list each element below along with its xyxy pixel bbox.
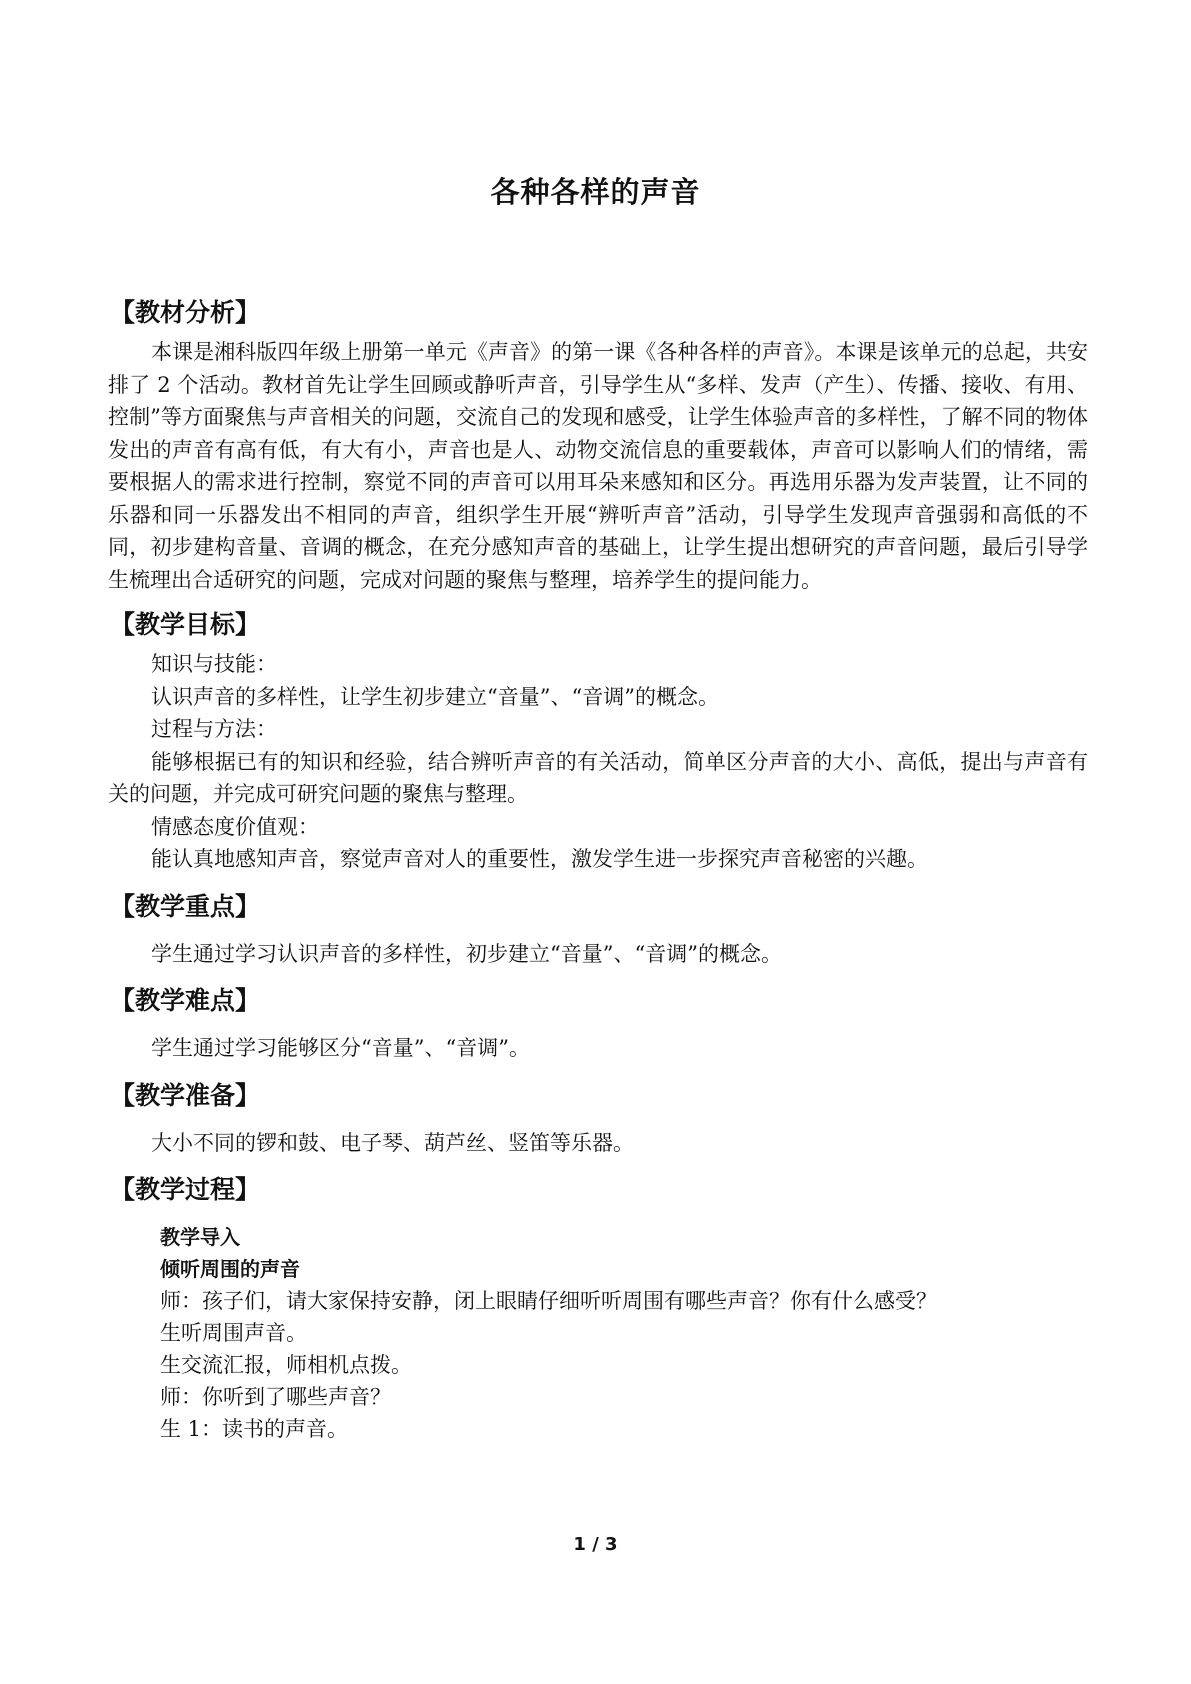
process-text: 能够根据已有的知识和经验，结合辨听声音的有关活动，简单区分声音的大小、高低，提出与声音有关的问题，并完成可研究问题的聚焦与整理。 [108,749,1088,806]
section-analysis [108,296,1088,596]
page-number: 1 / 3 [573,1534,618,1555]
preparation-text: 大小不同的锣和鼓、电子琴、葫芦丝、竖笛等乐器。 [151,1130,634,1155]
process-line: 师：你听到了哪些声音？ [160,1385,391,1409]
section-heading: 【教学难点】 [110,986,261,1015]
emotion-text: 能认真地感知声音，察觉声音对人的重要性，激发学生进一步探究声音秘密的兴趣。 [151,847,928,871]
process-intro: 教学导入 [160,1225,240,1249]
process-label: 过程与方法： [151,717,277,741]
section-heading: 【教学过程】 [110,1175,261,1204]
difficulties-text: 学生通过学习能够区分“音量”、“音调”。 [151,1036,530,1060]
section-heading: 【教学重点】 [110,891,261,921]
section-process [108,1173,1088,1445]
section-key-points [108,890,1088,971]
analysis-paragraph: 本课是湘科版四年级上册第一单元《声音》的第一课《各种各样的声音》。本课是该单元的总起，共安排了 2 个活动。教材首先让学生回顾或静听声音，引导学生从“多样、发声（产生）、传播、接收、有用、控制”等方面聚焦与声音相关的问题，交流自己的发现和感受，让学生体验声音的多样性，了解不同的物体发出的声音有高有低，有大有小，声音也是人、动物交流信息的重要载体，声音可以影响人们的情绪，需要根据人的需求进行控制，察觉不同的声音可以用耳朵来感知和区分。再选用乐器为发声装置，让不同的乐器和同一乐器发出不相同的声音，组织学生开展“辨听声音”活动，引导学生发现声音强弱和高低的不同，初步建构音量、音调的概念，在充分感知声音的基础上，让学生提出想研究的声音问题，最后引导学生梳理出合适研究的问题，完成对问题的聚焦与整理，培养学生的提问能力。 [108,340,1088,592]
knowledge-text: 认识声音的多样性，让学生初步建立“音量”、“音调”的概念。 [151,684,719,709]
section-heading: 【教材分析】 [110,298,261,327]
process-activity: 倾听周围的声音 [160,1257,300,1281]
emotion-label: 情感态度价值观： [151,814,319,839]
process-line: 生 1：读书的声音。 [160,1417,349,1441]
section-preparation [108,1079,1088,1160]
section-difficulties [108,984,1088,1065]
section-heading: 【教学准备】 [110,1080,261,1110]
process-line: 生交流汇报，师相机点拨。 [160,1353,412,1377]
document-title: 各种各样的声音 [490,175,701,209]
process-line: 生听周围声音。 [160,1321,307,1345]
knowledge-label: 知识与技能： [151,652,277,676]
section-goals [108,608,1088,876]
document-body [108,296,1088,1445]
section-heading: 【教学目标】 [110,610,261,639]
process-line: 师：孩子们，请大家保持安静，闭上眼睛仔细听听周围有哪些声音？你有什么感受？ [160,1289,937,1313]
key-points-text: 学生通过学习认识声音的多样性，初步建立“音量”、“音调”的概念。 [151,941,782,966]
